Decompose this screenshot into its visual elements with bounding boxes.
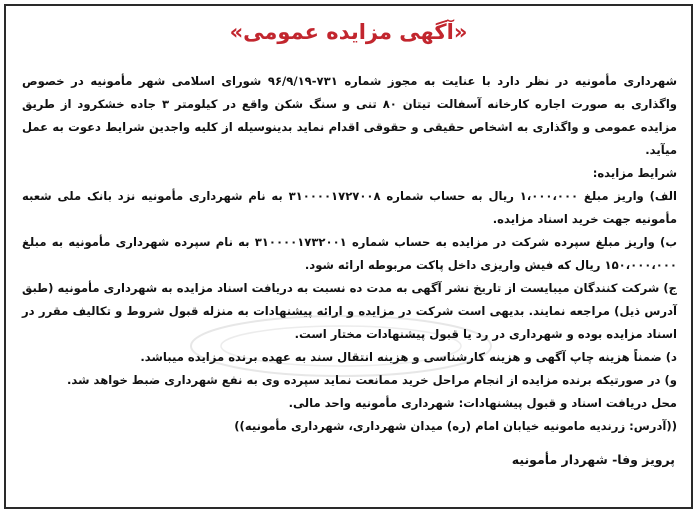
title-wrap xyxy=(6,20,691,44)
conditions-heading: شرایط مزایده: xyxy=(592,166,677,180)
condition-dal: د) ضمناً هزینه چاپ آگهی و هزینه کارشناسی و هزینه انتقال سند به عهده برنده مزایده میباشد. xyxy=(140,350,677,364)
notice-frame xyxy=(4,4,693,509)
condition-jim: ج) شرکت کنندگان میبایست از تاریخ نشر آگهی به مدت ده نسبت به دریافت اسناد مزایده به شهرداری مأمونیه (طبق آدرس ذیل) مراجعه نمایند. بدیهی است شرکت در مزایده و ارائه پیشنهادات به منزله قبول شروط و تکالیف مقرر در اسناد مزایده بوده و شهرداری در رد یا قبول پیشنهادات مختار است. xyxy=(22,281,677,341)
condition-be: ب) واریز مبلغ سپرده شرکت در مزایده به حساب شماره ۳۱۰۰۰۰۱۷۳۲۰۰۱ به نام سپرده شهرداری مأمونیه به مبلغ ۱۵۰،۰۰۰،۰۰۰ ریال که فیش واریزی داخل پاکت مربوطه ارائه شود. xyxy=(22,235,677,272)
condition-alef: الف) واریز مبلغ ۱،۰۰۰،۰۰۰ ریال به حساب شماره ۳۱۰۰۰۰۱۷۲۷۰۰۸ به نام شهرداری مأمونیه نزد بانک ملی شعبه مأمونیه جهت خرید اسناد مزایده. xyxy=(22,189,678,226)
notice-title: «آگهی مزایده عمومی» xyxy=(229,20,468,44)
document-location: محل دریافت اسناد و قبول پیشنهادات: شهرداری مأمونیه واحد مالی. xyxy=(288,396,677,410)
notice-body xyxy=(22,70,677,438)
address-line: ((آدرس: زرندیه مامونیه خیابان امام (ره) میدان شهرداری، شهرداری مأمونیه)) xyxy=(234,419,677,433)
condition-vav: و) در صورتیکه برنده مزایده از انجام مراحل خرید ممانعت نماید سپرده وی به نفع شهرداری ضبط خواهد شد. xyxy=(66,373,677,387)
signature: پرویز وفا- شهردار مأمونیه xyxy=(511,452,675,467)
intro-paragraph: شهرداری مأمونیه در نظر دارد با عنایت به مجوز شماره ۷۳۱-۹۶/۹/۱۹ شورای اسلامی شهر مأمونیه در خصوص واگذاری به صورت اجاره کارخانه آسفالت تیتان ۸۰ تنی و سنگ شکن واقع در کیلومتر ۳ جاده خشکرود از طریق مزایده عمومی و واگذاری به اشخاص حقیقی و حقوقی اقدام نماید بدینوسیله از کلیه واجدین شرایط دعوت به عمل میآید. xyxy=(22,74,678,157)
